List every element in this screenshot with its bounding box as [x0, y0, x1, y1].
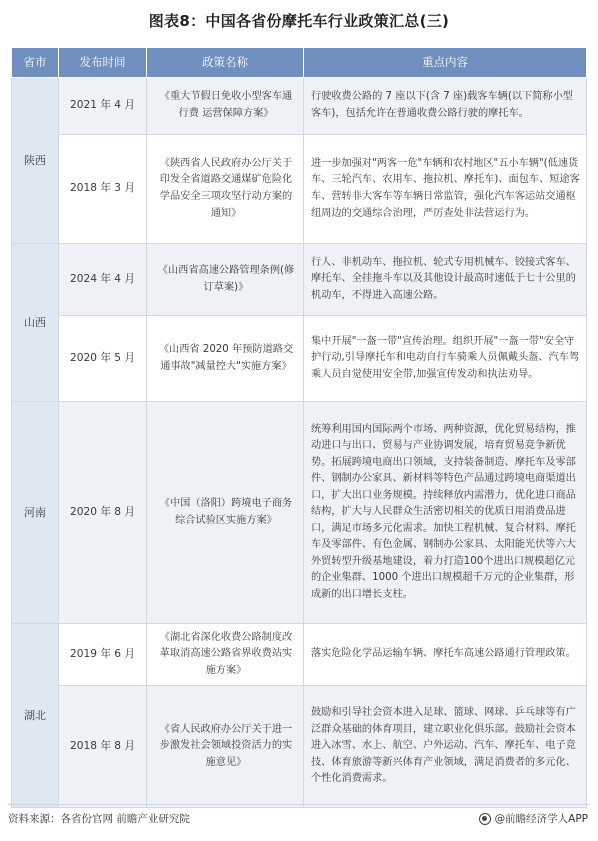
brand-credit — [479, 811, 588, 826]
province-cell: 河南 — [12, 402, 59, 624]
policy-name-cell: 《陕西省人民政府办公厅关于印发全省道路交通煤矿危险化学品安全三项攻坚行动方案的通知》 — [147, 135, 304, 244]
footer-divider — [8, 804, 590, 805]
province-cell: 湖北 — [12, 624, 59, 808]
brand-label: @前瞻经济学人APP — [494, 813, 588, 825]
table-row — [12, 316, 587, 402]
table-row — [12, 402, 587, 624]
content-cell: 行驶收费公路的 7 座以下(含 7 座)载客车辆(以下简称小型客车)，包括允许在普通收费公路行驶的摩托车。 — [304, 78, 587, 135]
date-cell: 2018 年 8 月 — [59, 686, 147, 808]
content-cell: 行人、非机动车、拖拉机、轮式专用机械车、铰接式客车、摩托车、全挂拖斗车以及其他设计最高时速低于七十公里的机动车，不得进入高速公路。 — [304, 244, 587, 316]
header-key-content: 重点内容 — [304, 48, 587, 78]
date-cell: 2021 年 4 月 — [59, 78, 147, 135]
content-cell: 统筹利用国内国际两个市场、两种资源，优化贸易结构，推动进口与出口、贸易与产业协调发展，培育贸易竞争新优势。拓展跨境电商出口领域，支持装备制造、摩托车及零部件、钢制办公家具、新材料等特色产品通过跨境电商渠道出口，扩大出口业务规模。持续释放内需潜力，优化进口商品结构，扩大与人民群众生活密切相关的优质日用消费品进口，满足市场多元化需求。加快工程机械、复合材料、摩托车及零部件、有色金属、钢制办公家具、太阳能光伏等六大外贸转型升级基地建设，着力打造100个进出口规模超亿元的企业集群、1000 个进出口规模超千万元的企业集群，形成新的出口增长支柱。 — [304, 402, 587, 624]
policy-name-cell: 《中国（洛阳）跨境电子商务综合试验区实施方案》 — [147, 402, 304, 624]
date-cell: 2024 年 4 月 — [59, 244, 147, 316]
header-province: 省市 — [12, 48, 59, 78]
date-cell: 2019 年 6 月 — [59, 624, 147, 686]
content-cell: 进一步加强对"两客一危"车辆和农村地区"五小车辆"(低速货车、三轮汽车、农用车、拖拉机、摩托车)、面包车、短途客车、营转非大客车等车辆日常监管，强化汽车客运站交通枢纽周边的交通综合治理，严厉查处非法营运行为。 — [304, 135, 587, 244]
table-row — [12, 686, 587, 808]
table-row — [12, 135, 587, 244]
header-date: 发布时间 — [59, 48, 147, 78]
table-row — [12, 624, 587, 686]
content-cell: 落实危险化学品运输车辆、摩托车高速公路通行管理政策。 — [304, 624, 587, 686]
policy-table — [11, 47, 587, 808]
table-header-row — [12, 48, 587, 78]
province-cell: 陕西 — [12, 78, 59, 244]
source-note: 资料来源：各省份官网 前瞻产业研究院 — [8, 813, 190, 825]
header-policy-name: 政策名称 — [147, 48, 304, 78]
date-cell: 2020 年 8 月 — [59, 402, 147, 624]
date-cell: 2018 年 3 月 — [59, 135, 147, 244]
policy-name-cell: 《省人民政府办公厅关于进一步激发社会领域投资活力的实施意见》 — [147, 686, 304, 808]
date-cell: 2020 年 5 月 — [59, 316, 147, 402]
table-row — [12, 78, 587, 135]
province-cell: 山西 — [12, 244, 59, 402]
content-cell: 集中开展"一盔一带"宣传治理。组织开展"一盔一带"安全守护行动,引导摩托车和电动自行车骑乘人员佩戴头盔、汽车驾乘人员自觉使用安全带,加强宣传发动和执法劝导。 — [304, 316, 587, 402]
content-cell: 鼓励和引导社会资本进入足球、篮球、网球、乒乓球等有广泛群众基础的体育项目，建立职业化俱乐部。鼓励社会资本进入冰雪、水上、航空、户外运动、汽车、摩托车、电子竞技、体育旅游等新兴体育产业领域，满足消费者的多元化、个性化消费需求。 — [304, 686, 587, 808]
policy-name-cell: 《山西省高速公路管理条例(修订草案)》 — [147, 244, 304, 316]
policy-name-cell: 《山西省 2020 年预防道路交通事故"减量控大"实施方案》 — [147, 316, 304, 402]
policy-name-cell: 《湖北省深化收费公路制度改革取消高速公路省界收费站实施方案》 — [147, 624, 304, 686]
table-row — [12, 244, 587, 316]
figure-title: 图表8：中国各省份摩托车行业政策汇总(三) — [148, 12, 450, 30]
qianzhan-logo-icon — [479, 813, 491, 825]
footer — [0, 808, 598, 830]
policy-name-cell: 《重大节假日免收小型客车通行费 运营保障方案》 — [147, 78, 304, 135]
